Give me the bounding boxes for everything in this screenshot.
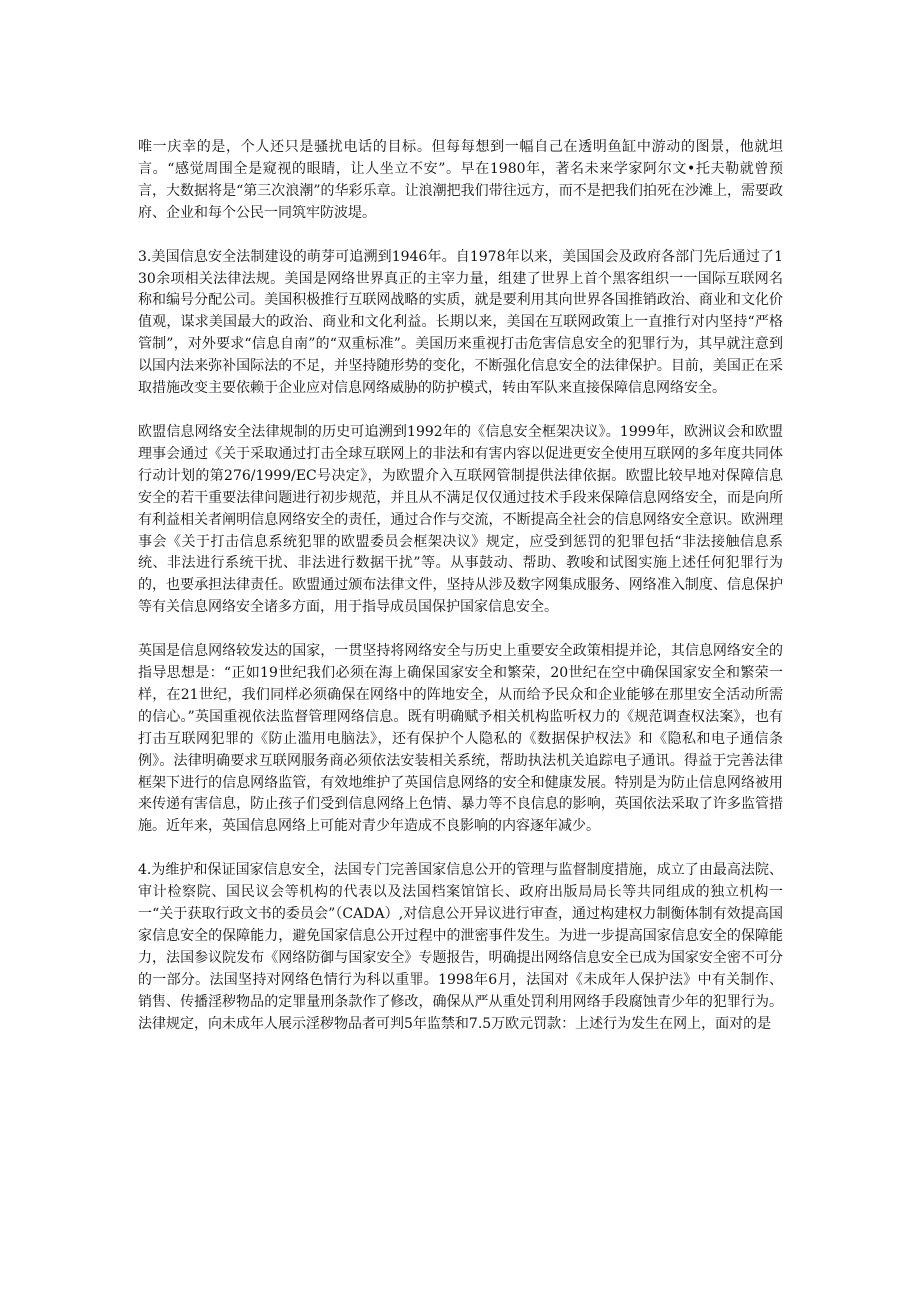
paragraph-eu-security-law: 欧盟信息网络安全法律规制的历史可追溯到1992年的《信息安全框架决议》。1999年，欧洲议会和欧盟理事会通过《关于采取通过打击全球互联网上的非法和有害内容以促进更安全使用互联网的多年度共同体行动计划的第276/1999/EC号决定》，为欧盟介入互联网管制提供法律依据。欧盟比较早地对保障信息安全的若干重要法律问题进行初步规范，并且从不满足仅仅通过技术手段来保障信息网络安全，而是向所有利益相关者阐明信息网络安全的责任，通过合作与交流，不断提高全社会的信息网络安全意识。欧洲理事会《关于打击信息系统犯罪的欧盟委员会框架决议》规定，应受到惩罚的犯罪包括“非法接触信息系统、非法进行系统干扰、非法进行数据干扰”等。从事鼓动、帮助、教唆和试图实施上述任何犯罪行为的，也要承担法律责任。欧盟通过颁布法律文件，坚持从涉及数字网集成服务、网络准入制度、信息保护等有关信息网络安全诸多方面，用于指导成员国保护国家信息安全。 bbox=[138, 423, 783, 616]
paragraph-uk-security-law: 英国是信息网络较发达的国家，一贯坚持将网络安全与历史上重要安全政策相提并论，其信息网络安全的指导思想是：“正如19世纪我们必须在海上确保国家安全和繁荣，20世纪在空中确保国家安全和繁荣一样，在21世纪，我们同样必须确保在网络中的阵地安全，从而给予民众和企业能够在那里安全活动所需的信心。”英国重视依法监督管理网络信息。既有明确赋予相关机构监听权力的《规范调查权法案》，也有打击互联网犯罪的《防止滥用电脑法》，还有保护个人隐私的《数据保护权法》和《隐私和电子通信条例》。法律明确要求互联网服务商必须依法安装相关系统，帮助执法机关追踪电子通讯。得益于完善法律框架下进行的信息网络监管，有效地维护了英国信息网络的安全和健康发展。特别是为防止信息网络被用来传递有害信息，防止孩子们受到信息网络上色情、暴力等不良信息的影响，英国依法采取了许多监管措施。近年来，英国信息网络上可能对青少年造成不良影响的内容逐年减少。 bbox=[138, 643, 783, 835]
paragraph-france-security-law: 4.为维护和保证国家信息安全，法国专门完善国家信息公开的管理与监督制度措施，成立了由最高法院、审计检察院、国民议会等机构的代表以及法国档案馆馆长、政府出版局局长等共同组成的独立机构一一“关于获取行政文书的委员会”（CADA）,对信息公开异议进行审查，通过构建权力制衡体制有效提高国家信息安全的保障能力，避免国家信息公开过程中的泄密事件发生。为进一步提高国家信息安全的保障能力，法国参议院发布《网络防御与国家安全》专题报告，明确提出网络信息安全已成为国家安全密不可分的一部分。法国坚持对网络色情行为科以重罪。1998年6月，法国对《未成年人保护法》中有关制作、销售、传播淫秽物品的定罪量刑条款作了修改，确保从严从重处罚利用网络手段腐蚀青少年的犯罪行为。法律规定，向未成年人展示淫秽物品者可判5年监禁和7.5万欧元罚款：上述行为发生在网上，面对的是 bbox=[138, 862, 783, 1032]
document-body bbox=[138, 137, 783, 1058]
paragraph-privacy-concern: 唯一庆幸的是，个人还只是骚扰电话的目标。但每每想到一幅自己在透明鱼缸中游动的图景，他就坦言。“感觉周围全是窥视的眼睛，让人坐立不安”。早在1980年，著名未来学家阿尔文•托夫勒就曾预言，大数据将是“第三次浪潮”的华彩乐章。让浪潮把我们带往远方，而不是把我们拍死在沙滩上，需要政府、企业和每个公民一同筑牢防波堤。 bbox=[138, 139, 783, 221]
paragraph-us-security-law: 3.美国信息安全法制建设的萌芽可追溯到1946年。自1978年以来，美国国会及政府各部门先后通过了130余项相关法律法规。美国是网络世界真正的主宰力量，组建了世界上首个黑客组织一一国际互联网名称和编号分配公司。美国积极推行互联网战略的实质，就是要利用其向世界各国推销政治、商业和文化价值观，谋求美国最大的政治、商业和文化利益。长期以来，美国在互联网政策上一直推行对内坚持“严格管制”，对外要求“信息自南”的“双重标准”。美国历来重视打击危害信息安全的犯罪行为，其早就注意到以国内法来弥补国际法的不足，并坚持随形势的变化，不断强化信息安全的法律保护。目前，美国正在采取措施改变主要依赖于企业应对信息网络威胁的防护模式，转由军队来直接保障信息网络安全。 bbox=[138, 248, 783, 397]
